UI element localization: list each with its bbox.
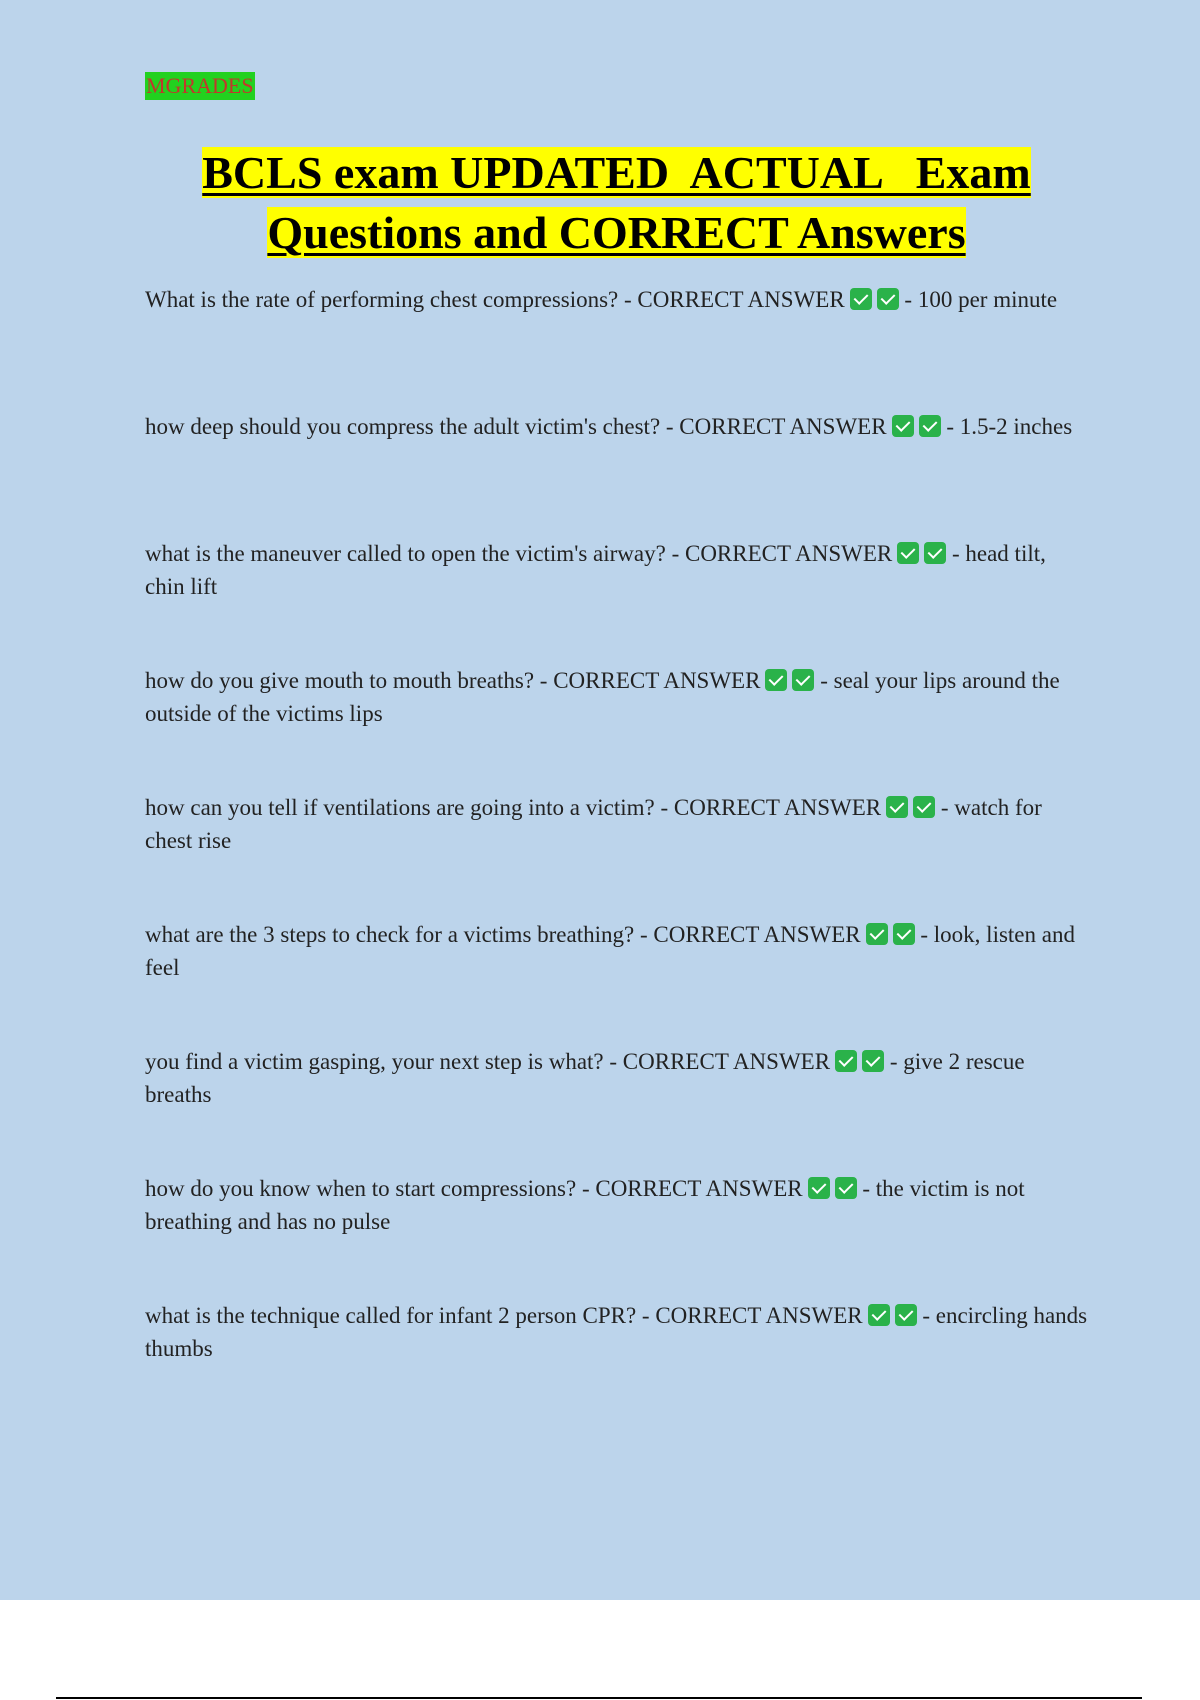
check-icon	[924, 542, 946, 564]
question-text: what is the maneuver called to open the victim's airway? - CORRECT ANSWER	[145, 541, 893, 566]
question-text: What is the rate of performing chest compressions? - CORRECT ANSWER	[145, 287, 845, 312]
answer-text: - look, listen and feel	[145, 922, 1075, 980]
answer-text: - 1.5-2 inches	[940, 414, 1073, 439]
qa-item	[145, 664, 1090, 730]
qa-item	[145, 1045, 1090, 1111]
answer-text: - seal your lips around the outside of the victims lips	[145, 668, 1060, 726]
question-text: how do you know when to start compressions? - CORRECT ANSWER	[145, 1176, 803, 1201]
title-line-2: Questions and CORRECT Answers	[267, 207, 966, 258]
answer-text: - the victim is not breathing and has no pulse	[145, 1176, 1025, 1234]
check-icon	[895, 1304, 917, 1326]
check-icon	[850, 288, 872, 310]
answer-text: - encircling hands thumbs	[145, 1303, 1088, 1361]
question-text: you find a victim gasping, your next step is what? - CORRECT ANSWER	[145, 1049, 831, 1074]
answer-text: - 100 per minute	[898, 287, 1058, 312]
check-icon	[897, 542, 919, 564]
check-icon	[835, 1050, 857, 1072]
check-icon	[868, 1304, 890, 1326]
question-text: how can you tell if ventilations are going into a victim? - CORRECT ANSWER	[145, 795, 882, 820]
question-text: what is the technique called for infant 2 person CPR? - CORRECT ANSWER	[145, 1303, 863, 1328]
check-icon	[893, 923, 915, 945]
check-icon	[913, 796, 935, 818]
qa-item	[145, 918, 1090, 984]
check-icon	[862, 1050, 884, 1072]
qa-item	[145, 537, 1090, 603]
qa-item	[145, 791, 1090, 857]
answer-text: - give 2 rescue breaths	[145, 1049, 1025, 1107]
document-title	[0, 143, 1200, 263]
question-text: how deep should you compress the adult victim's chest? - CORRECT ANSWER	[145, 414, 887, 439]
check-icon	[866, 923, 888, 945]
check-icon	[886, 796, 908, 818]
title-line-1: BCLS exam UPDATED ACTUAL Exam	[202, 147, 1031, 198]
check-icon	[808, 1177, 830, 1199]
check-icon	[792, 669, 814, 691]
question-text: how do you give mouth to mouth breaths? - CORRECT ANSWER	[145, 668, 761, 693]
qa-item	[145, 1172, 1090, 1238]
watermark-label: MGRADES	[146, 73, 254, 98]
answer-text: - head tilt, chin lift	[145, 541, 1046, 599]
check-icon	[877, 288, 899, 310]
footer-divider	[56, 1697, 1142, 1699]
answer-text: - watch for chest rise	[145, 795, 1042, 853]
check-icon	[892, 415, 914, 437]
qa-item	[145, 283, 1090, 316]
check-icon	[919, 415, 941, 437]
question-text: what are the 3 steps to check for a victims breathing? - CORRECT ANSWER	[145, 922, 861, 947]
check-icon	[765, 669, 787, 691]
qa-item	[145, 410, 1090, 443]
check-icon	[835, 1177, 857, 1199]
qa-item	[145, 1299, 1090, 1365]
